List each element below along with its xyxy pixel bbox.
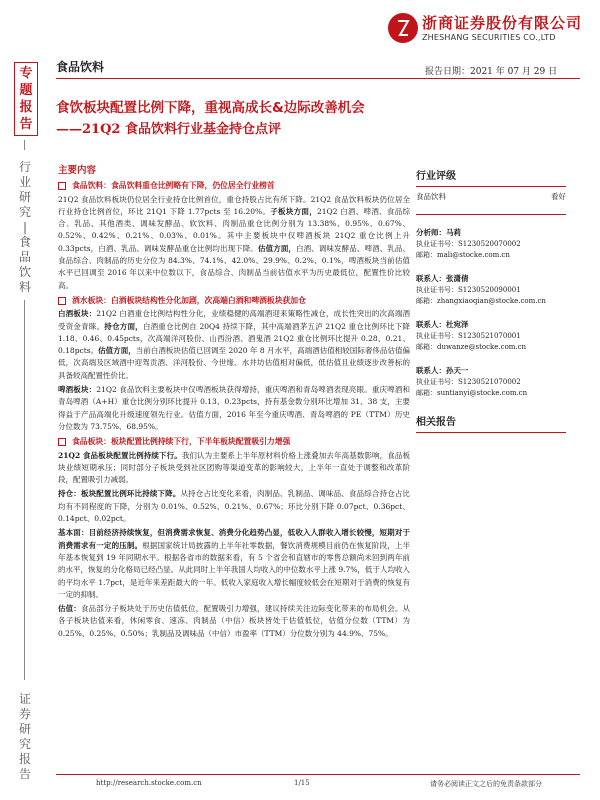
rating-row bbox=[416, 191, 566, 202]
header-divider bbox=[56, 78, 580, 79]
paragraph: 白酒板块：21Q2 白酒重仓比例结构性分化，业绩稳健的高端酒迎来策略性减仓，成长性突出的次高端酒受资金青睐。持仓方面，白酒重仓比例自 20Q4 持续下降，其中高端酒茅五泸 21Q2 重仓比例环比下降 1.18、0.46、0.45pcts，次高端洋河股份、山西汾酒、酒鬼酒 21Q2 重仓比例环比提升 0.28、0.21、0.18pcts。估值方面，当前白酒板块估值已回调至 2020 年 8 月水平，高端酒估值相较国际奢侈品估值偏低，次高端及区域酒中迎驾贡酒、洋河股份、今世缘、水井坊估值相对偏低，低估值且业绩逐步改善标的具备较高配置性价比。 bbox=[58, 309, 411, 380]
brand-name-en: ZHESHANG SECURITIES CO.,LTD bbox=[422, 33, 556, 42]
subsection-heading: 酒水板块：白酒板块结构性分化加剧，次高端白酒和啤酒板块获加仓 bbox=[58, 295, 410, 307]
email-link[interactable]: 邮箱：zhangxiaoqian@stocke.com.cn bbox=[416, 297, 546, 305]
sidebar bbox=[416, 165, 566, 437]
main-content bbox=[58, 165, 410, 642]
paragraph: 啤酒板块：21Q2 食品饮料主要板块中仅啤酒板块获得增持，重庆啤酒和青岛啤酒表现亮眼。重庆啤酒和青岛啤酒（A+H）重仓比例分别环比提升 0.13、0.23pcts，持有基金数分别环比增加 31、38 支，主要得益于产品高端化升级速度领先行业。估值方面，2016 年至今重庆啤酒、青岛啤酒的 PE（TTM）历史分位数为 73.75%、68.95%。 bbox=[58, 385, 410, 431]
paragraph: 基本面：目前经济持续恢复，但消费需求恢复、消费分化趋势凸显，低收入人群收入增长较慢，短期对于消费需求有一定的压制。根据国家统计局披露的上半年社零数据，餐饮消费规模目前仍在恢复阶段，上半年基本恢复到 19 年同期水平。根据各省市的数据来看，有 5 个省会和直辖市的零售总额尚未回到两年前的水平，恢复的分化格局已经凸显。从此同时上半年我国人均收入的中位数水平上涨 9.7%，低于人均收入的平均水平 1.7pct，是近年来差距最大的一年。低收入家庭收入增长幅度较低会在短期对于消费的恢复有一定的抑制。 bbox=[58, 528, 411, 599]
page-title: 食饮板块配置比例下降，重视高成长&边际改善机会 bbox=[56, 100, 365, 116]
rating-sector: 食品饮料 bbox=[416, 192, 446, 201]
paragraph: 21Q2 食品板块配置比例持续下行。我们认为主要系上半年原材料价格上涨叠加去年高基数影响，食品板块业绩短期承压；同时部分子板块受到社区团购等渠道变革的影响较大，上半年一直处于调整和改革阶段，配置吸引力减弱。 bbox=[58, 450, 410, 485]
page-subtitle: ——21Q2 食品饮料行业基金持仓点评 bbox=[56, 122, 281, 137]
report-type-label: 专 题 报 告 bbox=[14, 62, 38, 136]
rating-heading: 行业评级 bbox=[416, 171, 456, 182]
rating-value: 看好 bbox=[551, 192, 566, 201]
side-label-research: 证 券 研 究 报 告 bbox=[18, 692, 31, 781]
report-date: 报告日期：2021 年 07 月 29 日 bbox=[425, 67, 558, 77]
email-link[interactable]: 邮箱：mali@stocke.com.cn bbox=[416, 251, 510, 259]
disclaimer-note: 请务必阅读正文之后的免责条款部分 bbox=[430, 780, 542, 788]
divider bbox=[416, 186, 566, 187]
brand-logo-mark-icon bbox=[396, 19, 410, 37]
paragraph: 持仓：板块配置比例环比持续下降。从持仓占比变化来看，肉制品、乳制品、调味品、食品综合持仓占比均有不同程度的下降，分别为 0.01%、0.52%、0.21%、0.67%；环比分别下降 0.07pct、0.36pct、0.14pct、0.02pct。 bbox=[58, 489, 411, 524]
divider bbox=[416, 214, 566, 215]
subsection-heading: 食品板块：板块配置比例持续下行，下半年板块配置吸引力增强 bbox=[58, 436, 410, 448]
footer-url[interactable]: http://research.stocke.com.cn bbox=[96, 779, 202, 787]
analyst-card: 联系人：孙天一 执业证书号：S1230521070002 邮箱：suntianyi@stocke.com.cn bbox=[416, 365, 566, 399]
analyst-card: 联系人：张潇倩 执业证书号：S1230520090001 邮箱：zhangxiaoqian@stocke.com.cn bbox=[416, 273, 566, 307]
email-link[interactable]: 邮箱：suntianyi@stocke.com.cn bbox=[416, 389, 528, 397]
brand-name-cn: 浙商证券股份有限公司 bbox=[422, 14, 583, 32]
sector-label: 食品饮料 bbox=[56, 60, 105, 74]
side-divider bbox=[24, 140, 25, 150]
divider bbox=[416, 432, 566, 433]
paragraph: 估值：食品部分子板块处于历史估值低位，配置吸引力增强，建议持续关注边际变化带来的布局机会。从各子板块估值来看，休闲零食、速冻、肉制品（中信）板块皆处于估值低位，估值分位数（TTM）为 0.25%、0.25%、0.50%；乳制品及调味品（中信）市盈率（TTM）分位数分别为 44.9%、75%。 bbox=[58, 604, 410, 638]
paragraph: 21Q2 食品饮料板块仍位居全行业持仓比例首位，重仓持股占比有所下降。21Q2 食品饮料板块仍位居全行业持仓比例首位，环比 21Q1 下降 1.77pcts 至 16.20%。子板块方面，21Q2 白酒、啤酒、食品综合、乳品、其他酒类、调味发酵品、软饮料、肉制品重仓比例分别为 13.38%、0.95%、0.67%、0.52%、0.42%、0.21%、0.03%、0.01%。其中主要板块中仅啤酒板块 21Q2 重仓比例上升 0.33pcts，白酒、乳品、调味发酵品重仓比例均出现下降。估值方面，白酒、调味发酵品、啤酒、乳品、食品综合、肉制品的历史分位为 84.3%、74.1%、42.0%、29.9%、0.2%、0.1%，啤酒板块当前估值水平已回调至 2016 年以来中位数以下，食品综合、肉制品当前估值水平为历史最低位，配置性价比较高。 bbox=[58, 194, 411, 290]
section-heading: 主要内容 bbox=[58, 165, 97, 176]
side-label-industry: 行 业 研 究 | 食 品 饮 料 bbox=[18, 160, 31, 294]
analyst-card: 分析师：马莉 执业证书号：S1230520070002 邮箱：mali@stocke.com.cn bbox=[416, 227, 566, 261]
footer-divider bbox=[56, 774, 580, 775]
analyst-card: 联系人：杜宛泽 执业证书号：S1230521070001 邮箱：duwanze@stocke.com.cn bbox=[416, 319, 566, 353]
subsection-heading: 食品饮料：食品饮料重仓比例略有下降，仍位居全行业榜首 bbox=[58, 180, 410, 192]
page-number: 1/15 bbox=[294, 779, 310, 787]
side-divider bbox=[24, 300, 25, 680]
email-link[interactable]: 邮箱：duwanze@stocke.com.cn bbox=[416, 343, 527, 351]
related-reports-heading: 相关报告 bbox=[416, 417, 456, 428]
